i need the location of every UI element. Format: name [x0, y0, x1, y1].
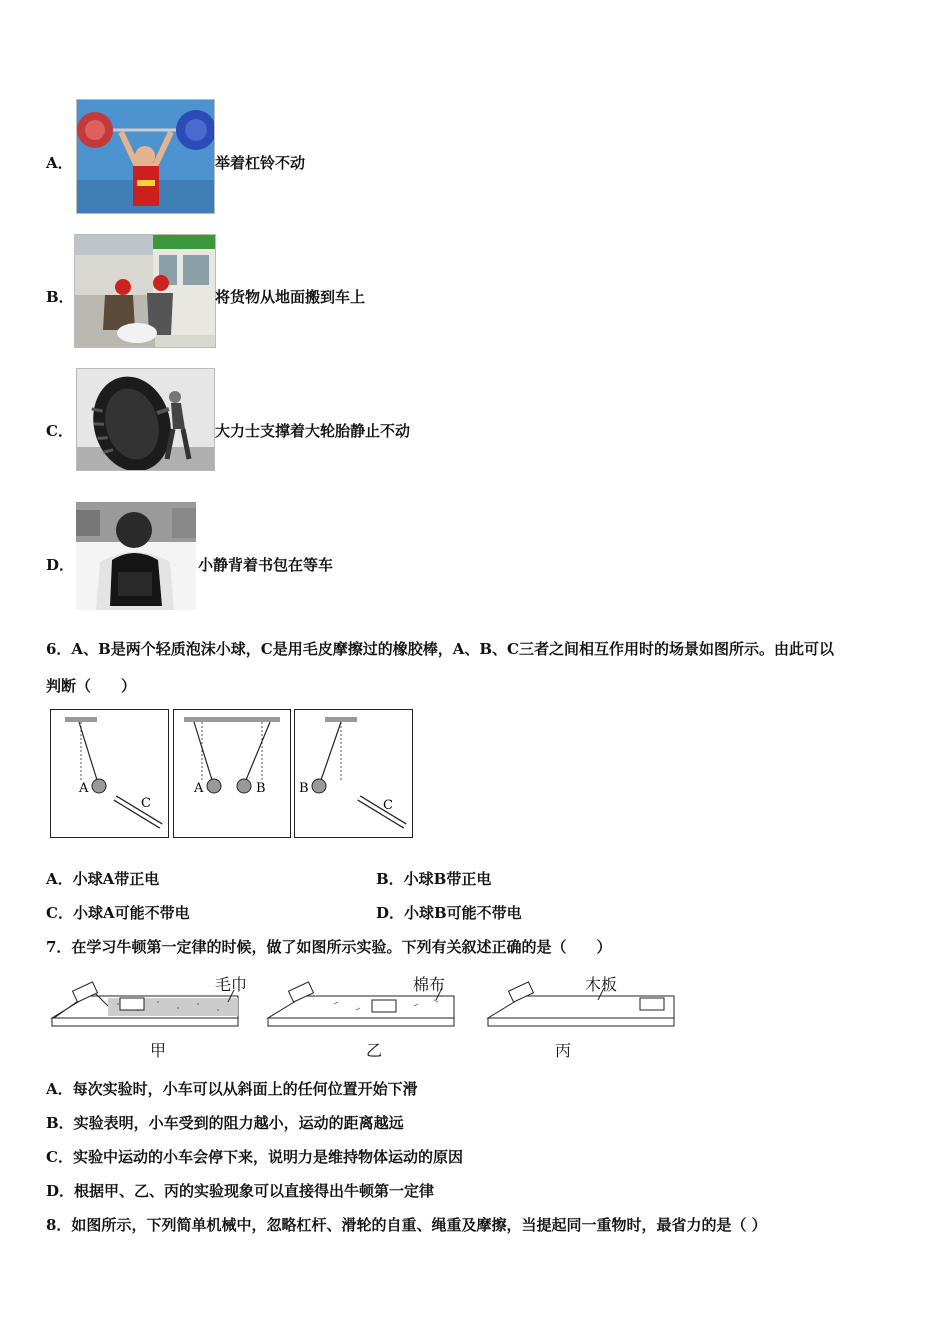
option-b-letter: B．: [46, 288, 74, 306]
q7-option-b: B．实验表明，小车受到的阻力越小，运动的距离越远: [46, 1114, 404, 1132]
charge-figure-panel-1: [50, 709, 169, 838]
option-b-caption: 将货物从地面搬到车上: [215, 288, 366, 306]
option-d-caption: 小静背着书包在等车: [198, 556, 334, 574]
panel-label-bing: 丙: [555, 1041, 572, 1060]
rod-c-label-3: C: [383, 798, 393, 813]
question-6-stem-line1: 6．A、B是两个轻质泡沫小球，C是用毛皮摩擦过的橡胶棒，A、B、C三者之间相互作用时的场景如图所示。由此可以: [46, 640, 834, 658]
ball-b-label: B: [256, 781, 266, 796]
q7-option-d: D．根据甲、乙、丙的实验现象可以直接得出牛顿第一定律: [46, 1182, 435, 1200]
q6-option-d: D．小球B可能不带电: [376, 904, 522, 922]
option-d-letter: D．: [46, 556, 75, 574]
q6-option-a: A．小球A带正电: [46, 870, 160, 888]
q6-option-b: B．小球B带正电: [376, 870, 492, 888]
charge-figure-panel-2: [173, 709, 291, 838]
ball-a-label-2: A: [194, 781, 204, 796]
option-a-caption: 举着杠铃不动: [215, 154, 306, 172]
option-c-caption: 大力士支撑着大轮胎静止不动: [215, 422, 411, 440]
surface-label-cotton: 棉布: [413, 975, 446, 994]
question-8-stem: 8．如图所示，下列简单机械中，忽略杠杆、滑轮的自重、绳重及摩擦，当提起同一重物时，最省力的是（ ）: [46, 1216, 767, 1234]
q6-option-c: C．小球A可能不带电: [46, 904, 190, 922]
rod-c-label: C: [141, 796, 151, 811]
weightlifter-photo: [76, 99, 215, 214]
student-backpack-photo: [76, 502, 196, 610]
moving-goods-photo: [74, 234, 216, 348]
panel-label-jia: 甲: [150, 1041, 167, 1060]
charge-figure-panel-3: [294, 709, 413, 838]
ball-b-label-3: B: [299, 781, 309, 796]
q7-option-c: C．实验中运动的小车会停下来，说明力是维持物体运动的原因: [46, 1148, 463, 1166]
question-7-stem: 7．在学习牛顿第一定律的时候，做了如图所示实验。下列有关叙述正确的是（ ）: [46, 938, 612, 956]
panel-label-yi: 乙: [366, 1041, 383, 1060]
option-c-letter: C．: [46, 422, 73, 440]
surface-label-wood: 木板: [585, 975, 618, 994]
option-a-letter: A．: [46, 154, 73, 172]
question-6-stem-line2: 判断（ ）: [46, 677, 137, 695]
q7-option-a: A．每次实验时，小车可以从斜面上的任何位置开始下滑: [46, 1080, 418, 1098]
tire-strongman-photo: [76, 368, 215, 471]
surface-label-towel: 毛巾: [215, 975, 248, 994]
ball-a-label: A: [79, 781, 89, 796]
